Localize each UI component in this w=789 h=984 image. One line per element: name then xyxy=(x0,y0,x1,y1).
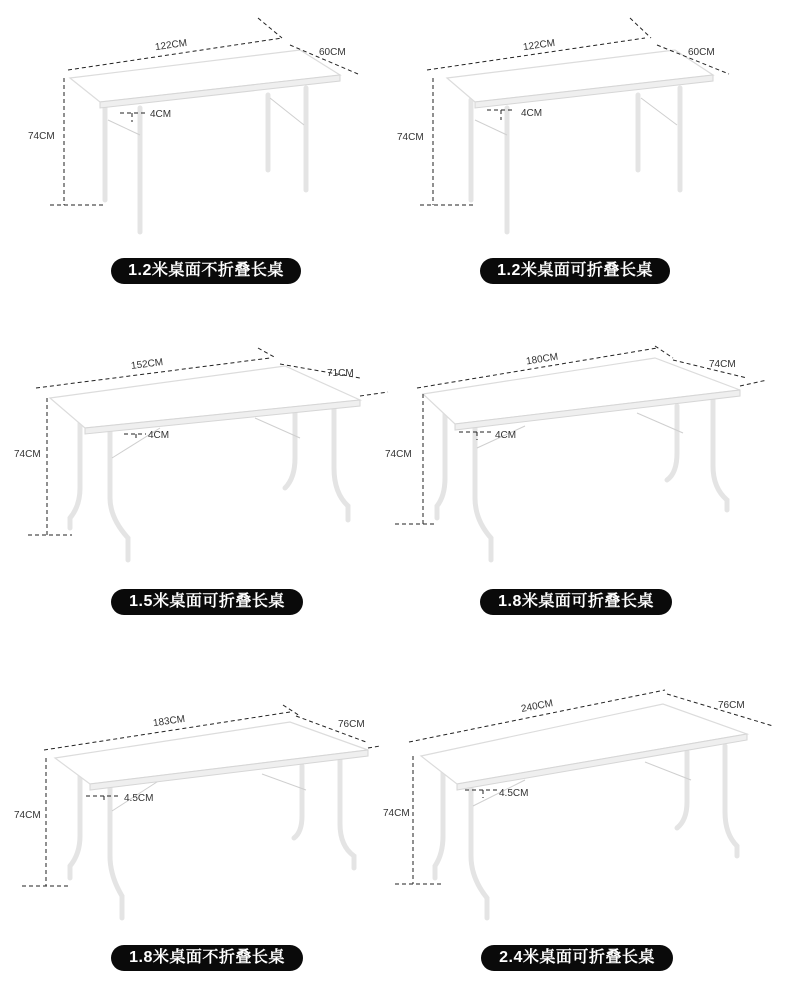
table-card-4 xyxy=(385,328,789,656)
table-name-badge: 2.4米桌面可折叠长桌 xyxy=(481,945,673,971)
length-label: 180CM xyxy=(525,351,559,368)
thickness-label: 4.5CM xyxy=(124,793,154,804)
table-card-3 xyxy=(0,328,394,656)
height-label: 74CM xyxy=(28,131,55,142)
length-label: 122CM xyxy=(522,37,556,54)
height-label: 74CM xyxy=(383,808,410,819)
thickness-label: 4CM xyxy=(521,108,543,119)
thickness-label: 4CM xyxy=(148,430,170,441)
thickness-label: 4CM xyxy=(150,109,172,120)
height-label: 74CM xyxy=(14,810,41,821)
thickness-label: 4CM xyxy=(495,430,517,441)
width-label: 60CM xyxy=(319,47,346,58)
length-label: 240CM xyxy=(520,698,555,715)
table-diagram-straight-legs xyxy=(395,0,789,300)
width-label: 76CM xyxy=(718,700,745,711)
height-label: 74CM xyxy=(14,449,41,460)
width-label: 60CM xyxy=(688,47,715,58)
length-label: 183CM xyxy=(152,713,186,730)
table-name-badge: 1.8米桌面可折叠长桌 xyxy=(480,589,672,615)
table-diagram-straight-legs xyxy=(0,0,394,300)
table-diagram-folding-legs xyxy=(0,656,394,956)
table-name-badge: 1.2米桌面不折叠长桌 xyxy=(111,258,301,284)
height-label: 74CM xyxy=(385,449,412,460)
height-label: 74CM xyxy=(397,132,424,143)
length-label: 152CM xyxy=(130,357,164,372)
table-diagram-folding-legs xyxy=(395,328,789,628)
length-label: 122CM xyxy=(154,37,188,54)
table-card-5 xyxy=(0,656,394,984)
table-card-1 xyxy=(0,0,394,328)
width-label: 74CM xyxy=(709,359,736,370)
table-name-badge: 1.2米桌面可折叠长桌 xyxy=(480,258,670,284)
width-label: 71CM xyxy=(327,368,354,379)
table-card-2 xyxy=(395,0,789,328)
table-card-6 xyxy=(383,656,789,984)
width-label: 76CM xyxy=(338,719,365,730)
table-name-badge: 1.5米桌面可折叠长桌 xyxy=(111,589,303,615)
table-name-badge: 1.8米桌面不折叠长桌 xyxy=(111,945,303,971)
thickness-label: 4.5CM xyxy=(499,788,529,799)
